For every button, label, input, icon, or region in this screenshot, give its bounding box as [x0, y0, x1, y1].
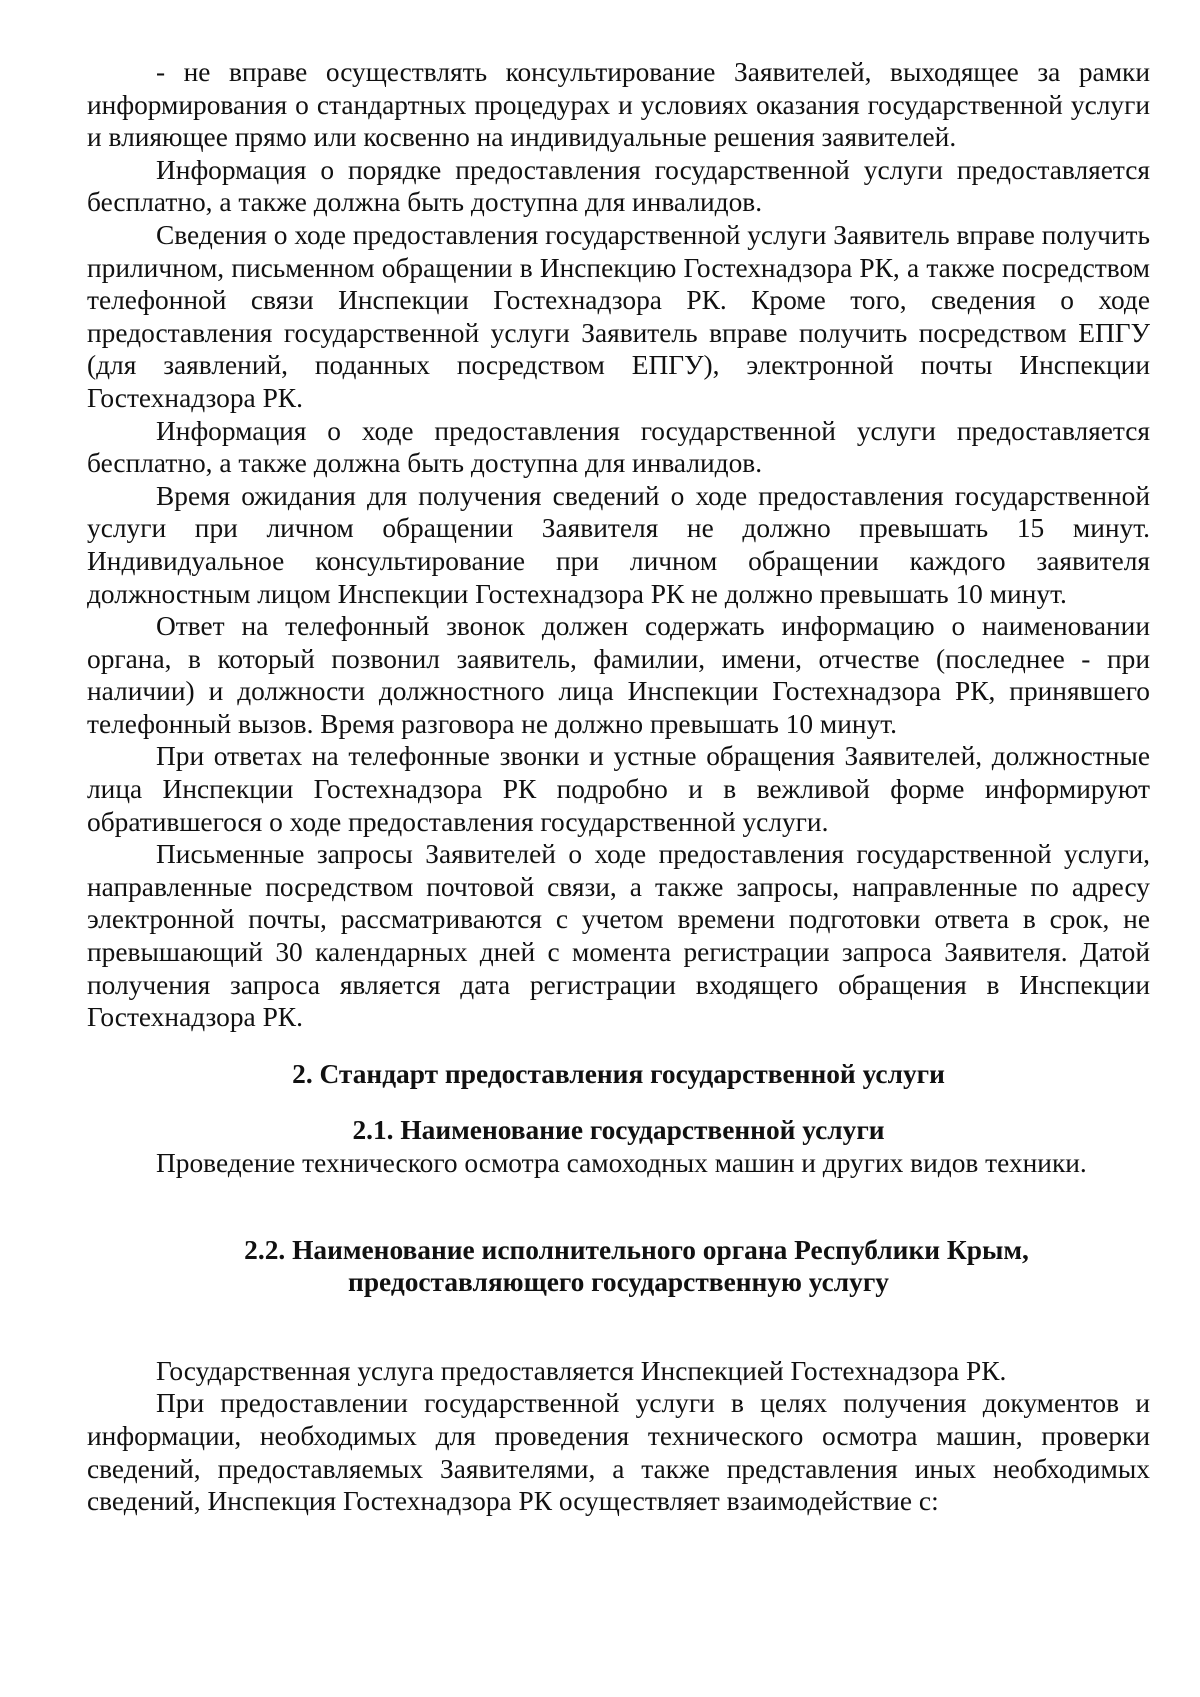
paragraph-written-requests: Письменные запросы Заявителей о ходе предоставления государственной услуги, направленные посредством почтовой связи, а также запросы, направленные по адресу электронной почты, рассматриваются с учетом времени подготовки ответа в срок, не превышающий 30 календарных дней с момента регистрации запроса Заявителя. Датой получения запроса является дата регистрации входящего обращения в Инспекции Гостехнадзора РК. [87, 839, 1150, 1033]
paragraph-waiting-time: Время ожидания для получения сведений о ходе предоставления государственной услуги при личном обращении Заявителя не должно превышать 15 минут. Индивидуальное консультирование при личном обращении каждого заявителя должностным лицом Инспекции Гостехнадзора РК не должно превышать 10 минут. [87, 480, 1150, 609]
section-2-heading: 2. Стандарт предоставления государственной услуги [292, 1058, 945, 1089]
section-2-2-heading-line2: предоставляющего государственную услугу [348, 1267, 889, 1298]
section-2-1-text: Проведение технического осмотра самоходных машин и других видов техники. [156, 1148, 1087, 1178]
paragraph-progress-info: Сведения о ходе предоставления государственной услуги Заявитель вправе получить приличном, письменном обращении в Инспекцию Гостехнадзора РК, а также посредством телефонной связи Инспекции Гостехнадзора РК. Кроме того, сведения о ходе предоставления государственной услуги Заявитель вправе получить посредством ЕПГУ (для заявлений, поданных посредством ЕПГУ), электронной почты Инспекции Гостехнадзора РК. [87, 219, 1150, 413]
paragraph-consulting-restriction: - не вправе осуществлять консультирование Заявителей, выходящее за рамки информирования о стандартных процедурах и условиях оказания государственной услуги и влияющее прямо или косвенно на индивидуальные решения заявителей. [87, 57, 1150, 153]
paragraph-service-provider: Государственная услуга предоставляется Инспекцией Гостехнадзора РК. [156, 1355, 1007, 1386]
section-2-2-heading-line1: 2.2. Наименование исполнительного органа Республики Крым, [244, 1234, 1029, 1265]
section-2-1-heading: 2.1. Наименование государственной услуги [352, 1115, 885, 1146]
section-2-2-heading [87, 1234, 1150, 1299]
paragraph-phone-answer: Ответ на телефонный звонок должен содержать информацию о наименовании органа, в который позвонил заявитель, фамилии, имени, отчестве (последнее - при наличии) и должности должностного лица Инспекции Гостехнадзора РК, принявшего телефонный вызов. Время разговора не должно превышать 10 минут. [87, 611, 1150, 739]
paragraph-interaction: При предоставлении государственной услуги в целях получения документов и информации, необходимых для проведения технического осмотра машин, проверки сведений, предоставляемых Заявителями, а также представления иных необходимых сведений, Инспекция Гостехнадзора РК осуществляет взаимодействие с: [87, 1388, 1150, 1517]
document-page [87, 56, 1150, 1518]
paragraph-info-free: Информация о порядке предоставления государственной услуги предоставляется бесплатно, а также должна быть доступна для инвалидов. [87, 154, 1150, 218]
paragraph-phone-calls: При ответах на телефонные звонки и устные обращения Заявителей, должностные лица Инспекции Гостехнадзора РК подробно и в вежливой форме информируют обратившегося о ходе предоставления государственной услуги. [87, 741, 1150, 837]
paragraph-progress-free: Информация о ходе предоставления государственной услуги предоставляется бесплатно, а также должна быть доступна для инвалидов. [87, 415, 1150, 479]
